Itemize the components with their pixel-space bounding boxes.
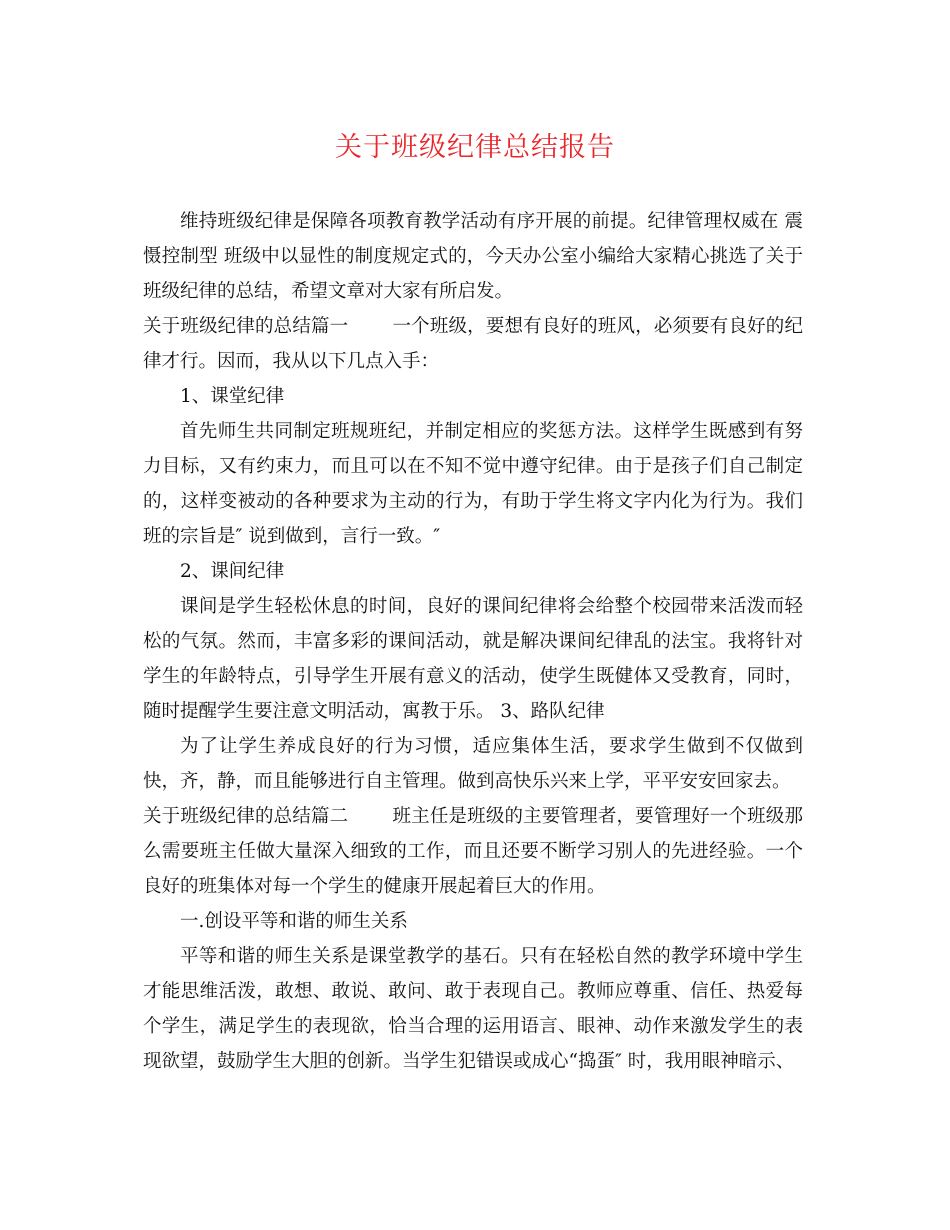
paragraph-section-two <box>143 799 803 904</box>
paragraph-break-discipline: 课间是学生轻松休息的时间，良好的课间纪律将会给整个校园带来活泼而轻松的气氛。然而，丰富多彩的课间活动，就是解决课间纪律乱的法宝。我将针对学生的年龄特点，引导学生开展有意义的活动，使学生既健体又受教育，同时，随时提醒学生要注意文明活动，寓教于乐。 3、路队纪律 <box>143 596 803 722</box>
paragraph-queue-discipline: 为了让学生养成良好的行为习惯，适应集体生活，要求学生做到不仅做到快，齐，静，而且能够进行自主管理。做到高快乐兴来上学，平平安安回家去。 <box>143 736 803 792</box>
document-title: 关于班级纪律总结报告 <box>335 132 615 163</box>
section-heading-one: 关于班级纪律的总结篇一 <box>143 316 349 337</box>
subheading-break-discipline: 2、课间纪律 <box>180 561 285 582</box>
paragraph-section-one <box>143 309 803 379</box>
paragraph-intro: 维持班级纪律是保障各项教育教学活动有序开展的前提。纪律管理权威在 震慑控制型 班级中以显性的制度规定式的，今天办公室小编给大家精心挑选了关于班级纪律的总结，希望文章对大家有所启发。 <box>143 211 803 302</box>
section-two-text: 班主任是班级的主要管理者，要管理好一个班级那么需要班主任做大量深入细致的工作，而且还要不断学习别人的先进经验。一个良好的班集体对每一个学生的健康开展起着巨大的作用。 <box>143 806 803 897</box>
section-one-text: 一个班级，要想有良好的班风，必须要有良好的纪律才行。因而，我从以下几点入手： <box>143 316 803 372</box>
subheading-classroom-discipline: 1、课堂纪律 <box>180 386 285 407</box>
paragraph-classroom-discipline: 首先师生共同制定班规班纪，并制定相应的奖惩方法。这样学生既感到有努力目标，又有约束力，而且可以在不知不觉中遵守纪律。由于是孩子们自己制定的，这样变被动的各种要求为主动的行为，有助于学生将文字内化为行为。我们班的宗旨是″ 说到做到，言行一致。″ <box>143 421 803 547</box>
subheading-teacher-student-relationship: 一.创设平等和谐的师生关系 <box>180 911 408 932</box>
document-body <box>143 204 803 1079</box>
section-heading-two: 关于班级纪律的总结篇二 <box>143 806 349 827</box>
paragraph-teacher-student-relationship: 平等和谐的师生关系是课堂教学的基石。只有在轻松自然的教学环境中学生才能思维活泼，敢想、敢说、敢问、敢于表现自己。教师应尊重、信任、热爱每个学生，满足学生的表现欲，恰当合理的运用语言、眼神、动作来激发学生的表现欲望，鼓励学生大胆的创新。当学生犯错误或成心“捣蛋″ 时，我用眼神暗示、 <box>143 946 803 1072</box>
